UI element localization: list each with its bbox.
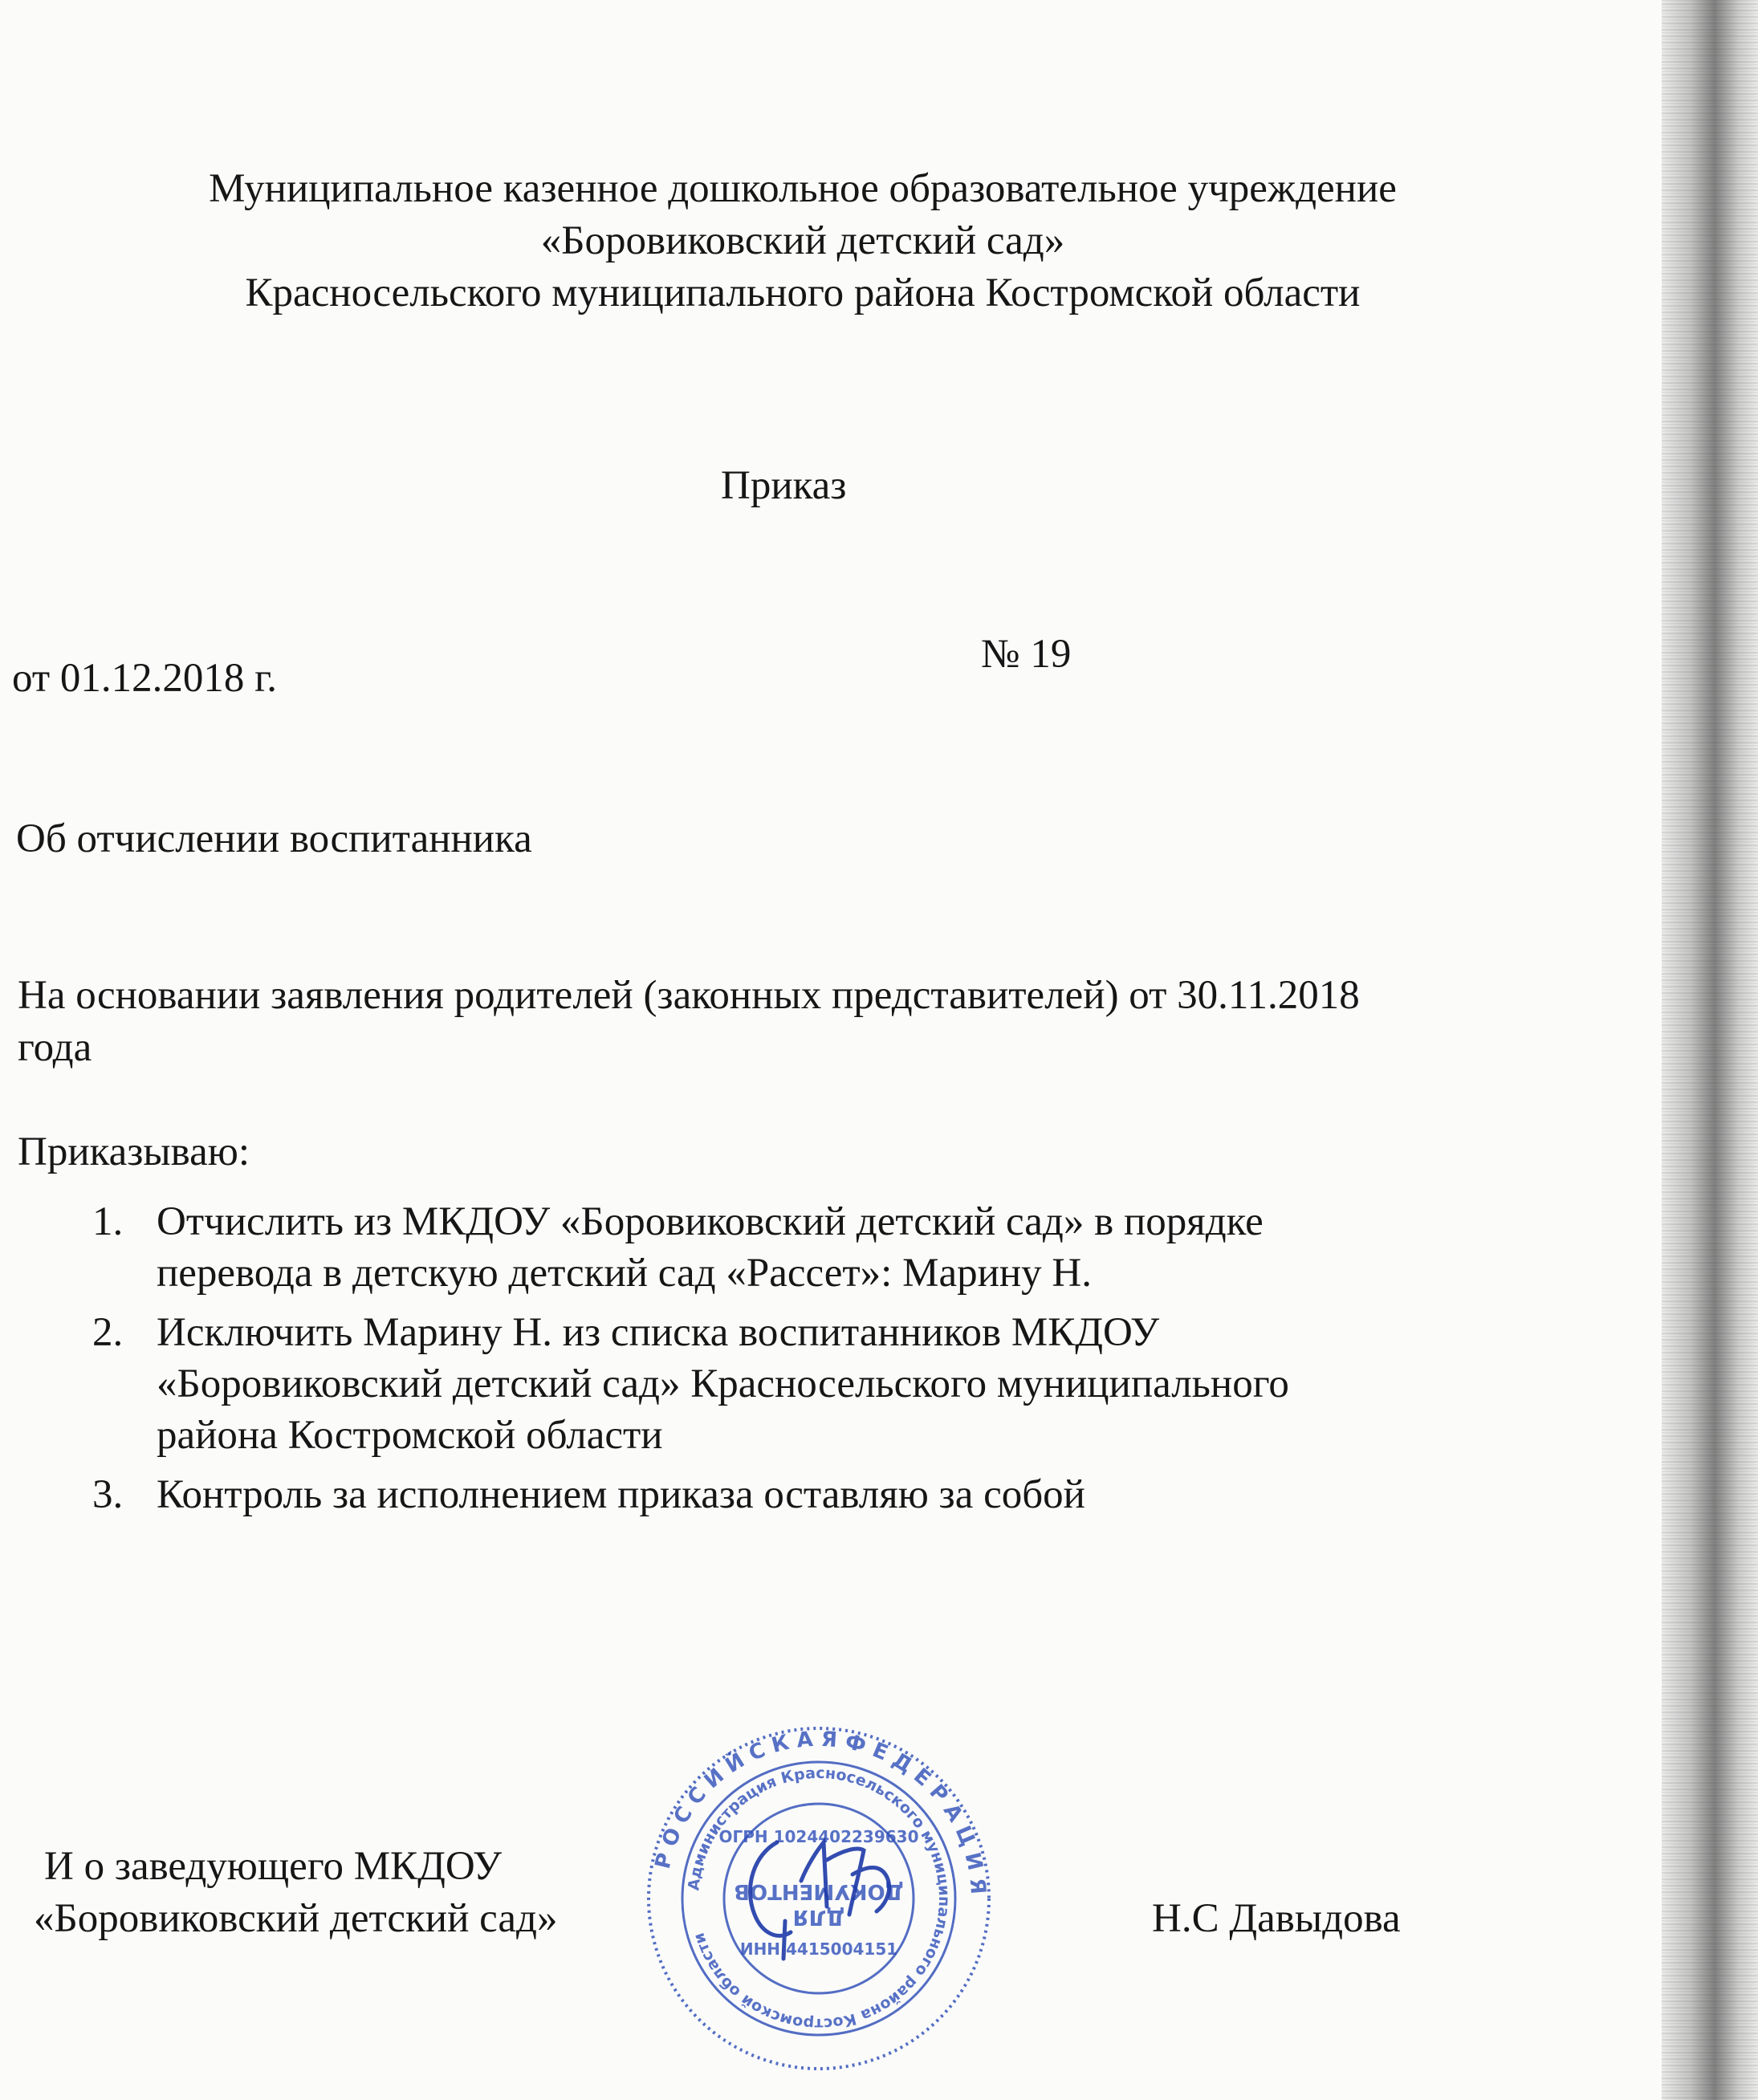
official-seal-icon	[642, 1722, 995, 2075]
document-date: от 01.12.2018 г.	[12, 656, 278, 701]
signer-position-line-2: «Боровиковский детский сад»	[34, 1896, 558, 1941]
list-item-text: Исключить Марину Н. из списка воспитанников МКДОУ	[157, 1310, 1160, 1355]
list-item-text: перевода в детскую детский сад «Рассет»: Марину Н.	[157, 1251, 1093, 1296]
document-subject: Об отчислении воспитанника	[16, 816, 532, 861]
signer-name: Н.С Давыдова	[1152, 1896, 1401, 1941]
list-item-text: Контроль за исполнением приказа оставляю за собой	[157, 1472, 1085, 1517]
list-item-number: 3.	[92, 1472, 124, 1517]
header-line-1: Муниципальное казенное дошкольное образовательное учреждение	[209, 166, 1397, 211]
header-line-2: «Боровиковский детский сад»	[540, 218, 1065, 263]
list-item-text: района Костромской области	[157, 1413, 663, 1458]
basis-line-1: На основании заявления родителей (законных представителей) от 30.11.2018	[18, 973, 1360, 1018]
list-item-text: «Боровиковский детский сад» Красносельского муниципального	[157, 1361, 1289, 1406]
seal-ring-text: Администрация Красносельского муниципального района Костромской области	[685, 1764, 954, 2033]
header-line-3: Красносельского муниципального района Костромской области	[245, 271, 1361, 315]
seal-outer-text: Р О С С И Й С К А Я Ф Е Д Е Р А Ц И Я	[650, 1727, 991, 1895]
seal-ogrn: ОГРН 1024402239630	[718, 1827, 919, 1846]
seal-inn: ИНН 4415004151	[739, 1939, 898, 1959]
list-item-text: Отчислить из МКДОУ «Боровиковский детский сад» в порядке	[157, 1199, 1264, 1244]
signer-position-line-1: И о заведующего МКДОУ	[44, 1844, 502, 1889]
document-type: Приказ	[721, 463, 847, 508]
document-number: № 19	[981, 632, 1072, 677]
basis-line-2: года	[18, 1025, 92, 1070]
list-item-number: 2.	[92, 1310, 124, 1355]
seal-center-line-1: ДЛЯ	[792, 1905, 845, 1929]
list-item-number: 1.	[92, 1199, 124, 1244]
order-word: Приказываю:	[18, 1129, 250, 1174]
seal-center-line-2: ДОКУМЕНТОВ	[734, 1879, 904, 1903]
scan-edge-shadow	[1662, 0, 1758, 2100]
